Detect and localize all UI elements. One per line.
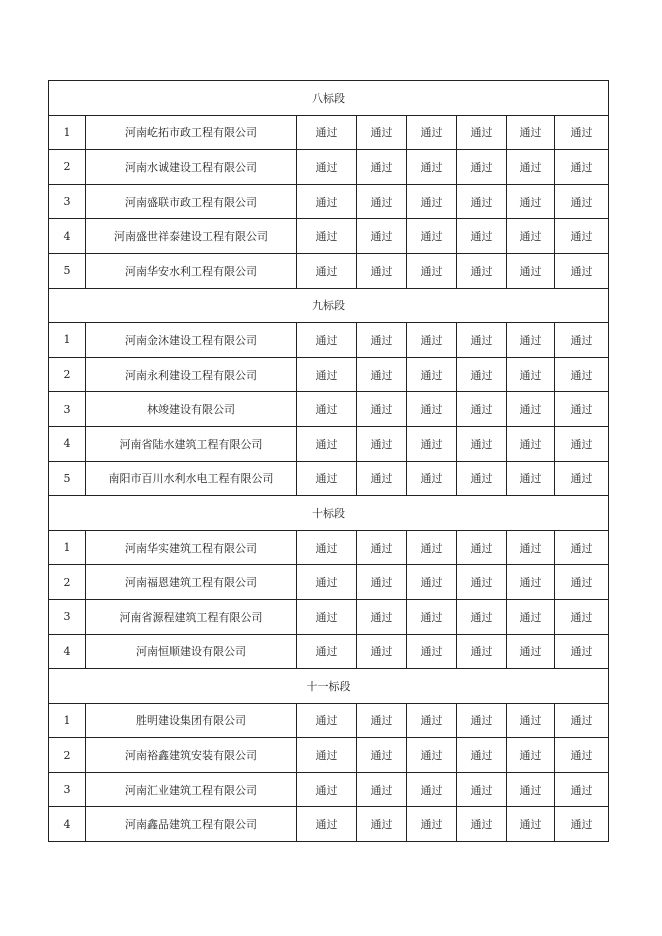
result-cell: 通过 (457, 634, 507, 669)
company-name: 河南金沐建设工程有限公司 (86, 323, 297, 358)
table-row (49, 634, 609, 669)
company-name: 河南恒顺建设有限公司 (86, 634, 297, 669)
row-number: 4 (49, 634, 86, 669)
result-cell: 通过 (555, 253, 609, 288)
result-cell: 通过 (297, 357, 357, 392)
result-cell: 通过 (555, 357, 609, 392)
result-cell: 通过 (407, 530, 457, 565)
result-cell: 通过 (507, 219, 555, 254)
table-row (49, 115, 609, 150)
result-cell: 通过 (357, 772, 407, 807)
result-cell: 通过 (357, 634, 407, 669)
company-name: 河南华安水利工程有限公司 (86, 253, 297, 288)
result-cell: 通过 (457, 772, 507, 807)
company-name: 河南水诚建设工程有限公司 (86, 150, 297, 185)
table-row (49, 150, 609, 185)
result-cell: 通过 (507, 115, 555, 150)
result-cell: 通过 (457, 357, 507, 392)
result-cell: 通过 (357, 219, 407, 254)
result-cell: 通过 (457, 530, 507, 565)
company-name: 林竣建设有限公司 (86, 392, 297, 427)
table-row (49, 253, 609, 288)
result-cell: 通过 (407, 461, 457, 496)
section-title: 十标段 (49, 496, 609, 531)
result-cell: 通过 (297, 772, 357, 807)
result-cell: 通过 (555, 392, 609, 427)
result-cell: 通过 (407, 807, 457, 842)
result-cell: 通过 (357, 530, 407, 565)
row-number: 1 (49, 530, 86, 565)
result-cell: 通过 (357, 461, 407, 496)
result-cell: 通过 (555, 530, 609, 565)
result-cell: 通过 (297, 703, 357, 738)
result-cell: 通过 (297, 150, 357, 185)
result-cell: 通过 (407, 219, 457, 254)
result-cell: 通过 (457, 392, 507, 427)
result-cell: 通过 (357, 807, 407, 842)
result-cell: 通过 (555, 426, 609, 461)
result-cell: 通过 (407, 634, 457, 669)
result-cell: 通过 (407, 738, 457, 773)
result-cell: 通过 (357, 426, 407, 461)
result-cell: 通过 (297, 461, 357, 496)
row-number: 5 (49, 253, 86, 288)
result-cell: 通过 (555, 323, 609, 358)
result-cell: 通过 (457, 599, 507, 634)
result-cell: 通过 (507, 184, 555, 219)
result-cell: 通过 (507, 323, 555, 358)
row-number: 4 (49, 807, 86, 842)
result-cell: 通过 (507, 807, 555, 842)
section-header-row (49, 81, 609, 116)
result-cell: 通过 (297, 530, 357, 565)
row-number: 4 (49, 219, 86, 254)
result-cell: 通过 (507, 530, 555, 565)
result-cell: 通过 (297, 115, 357, 150)
result-cell: 通过 (457, 184, 507, 219)
result-cell: 通过 (407, 357, 457, 392)
row-number: 2 (49, 565, 86, 600)
company-name: 南阳市百川水利水电工程有限公司 (86, 461, 297, 496)
result-cell: 通过 (297, 219, 357, 254)
result-cell: 通过 (457, 253, 507, 288)
section-title: 八标段 (49, 81, 609, 116)
result-cell: 通过 (407, 150, 457, 185)
result-cell: 通过 (555, 599, 609, 634)
result-cell: 通过 (297, 634, 357, 669)
company-name: 河南永利建设工程有限公司 (86, 357, 297, 392)
table-row (49, 323, 609, 358)
result-cell: 通过 (357, 738, 407, 773)
company-name: 河南汇业建筑工程有限公司 (86, 772, 297, 807)
row-number: 3 (49, 599, 86, 634)
table-row (49, 703, 609, 738)
result-cell: 通过 (407, 772, 457, 807)
result-cell: 通过 (297, 426, 357, 461)
result-cell: 通过 (297, 738, 357, 773)
table-row (49, 530, 609, 565)
section-header-row (49, 496, 609, 531)
section-title: 九标段 (49, 288, 609, 323)
result-cell: 通过 (357, 150, 407, 185)
result-cell: 通过 (507, 703, 555, 738)
section-header-row (49, 288, 609, 323)
result-cell: 通过 (297, 565, 357, 600)
row-number: 2 (49, 150, 86, 185)
row-number: 1 (49, 703, 86, 738)
section-header-row (49, 669, 609, 704)
result-cell: 通过 (507, 738, 555, 773)
table-row (49, 772, 609, 807)
result-cell: 通过 (457, 426, 507, 461)
company-name: 河南盛世祥泰建设工程有限公司 (86, 219, 297, 254)
row-number: 3 (49, 392, 86, 427)
result-cell: 通过 (297, 253, 357, 288)
result-cell: 通过 (357, 392, 407, 427)
table-row (49, 565, 609, 600)
result-cell: 通过 (555, 634, 609, 669)
table-row (49, 357, 609, 392)
result-cell: 通过 (297, 599, 357, 634)
company-name: 胜明建设集团有限公司 (86, 703, 297, 738)
section-title: 十一标段 (49, 669, 609, 704)
result-cell: 通过 (507, 253, 555, 288)
row-number: 1 (49, 115, 86, 150)
result-cell: 通过 (407, 253, 457, 288)
result-cell: 通过 (555, 115, 609, 150)
table-row (49, 219, 609, 254)
result-cell: 通过 (457, 807, 507, 842)
result-cell: 通过 (357, 565, 407, 600)
result-cell: 通过 (357, 599, 407, 634)
result-cell: 通过 (357, 253, 407, 288)
result-cell: 通过 (407, 392, 457, 427)
result-cell: 通过 (555, 219, 609, 254)
result-cell: 通过 (407, 565, 457, 600)
result-cell: 通过 (507, 150, 555, 185)
row-number: 1 (49, 323, 86, 358)
result-cell: 通过 (457, 703, 507, 738)
company-name: 河南福恩建筑工程有限公司 (86, 565, 297, 600)
company-name: 河南盛联市政工程有限公司 (86, 184, 297, 219)
result-cell: 通过 (297, 184, 357, 219)
table-row (49, 426, 609, 461)
result-cell: 通过 (457, 219, 507, 254)
result-cell: 通过 (555, 738, 609, 773)
table-row (49, 599, 609, 634)
row-number: 2 (49, 357, 86, 392)
result-cell: 通过 (357, 703, 407, 738)
result-cell: 通过 (357, 323, 407, 358)
row-number: 2 (49, 738, 86, 773)
result-cell: 通过 (407, 184, 457, 219)
result-cell: 通过 (457, 115, 507, 150)
result-cell: 通过 (357, 115, 407, 150)
result-cell: 通过 (297, 392, 357, 427)
table-row (49, 807, 609, 842)
row-number: 5 (49, 461, 86, 496)
result-cell: 通过 (407, 115, 457, 150)
result-cell: 通过 (507, 426, 555, 461)
result-cell: 通过 (407, 703, 457, 738)
result-cell: 通过 (507, 565, 555, 600)
result-cell: 通过 (457, 461, 507, 496)
result-cell: 通过 (457, 323, 507, 358)
result-cell: 通过 (357, 357, 407, 392)
result-cell: 通过 (507, 461, 555, 496)
row-number: 4 (49, 426, 86, 461)
result-cell: 通过 (507, 599, 555, 634)
result-cell: 通过 (507, 634, 555, 669)
result-cell: 通过 (555, 703, 609, 738)
row-number: 3 (49, 772, 86, 807)
table-row (49, 461, 609, 496)
result-cell: 通过 (297, 323, 357, 358)
company-name: 河南屹拓市政工程有限公司 (86, 115, 297, 150)
result-cell: 通过 (555, 150, 609, 185)
result-cell: 通过 (407, 599, 457, 634)
result-cell: 通过 (555, 565, 609, 600)
company-name: 河南省陆水建筑工程有限公司 (86, 426, 297, 461)
company-name: 河南鑫品建筑工程有限公司 (86, 807, 297, 842)
result-cell: 通过 (507, 392, 555, 427)
result-cell: 通过 (407, 323, 457, 358)
result-cell: 通过 (457, 150, 507, 185)
result-cell: 通过 (507, 357, 555, 392)
row-number: 3 (49, 184, 86, 219)
company-name: 河南省源程建筑工程有限公司 (86, 599, 297, 634)
review-results-table (48, 80, 609, 842)
company-name: 河南华实建筑工程有限公司 (86, 530, 297, 565)
result-cell: 通过 (457, 738, 507, 773)
table-row (49, 738, 609, 773)
result-cell: 通过 (507, 772, 555, 807)
result-cell: 通过 (555, 461, 609, 496)
result-cell: 通过 (297, 807, 357, 842)
result-cell: 通过 (555, 184, 609, 219)
company-name: 河南裕鑫建筑安装有限公司 (86, 738, 297, 773)
result-cell: 通过 (555, 807, 609, 842)
result-cell: 通过 (407, 426, 457, 461)
result-cell: 通过 (457, 565, 507, 600)
table-row (49, 184, 609, 219)
table-body (49, 81, 609, 842)
table-row (49, 392, 609, 427)
result-cell: 通过 (555, 772, 609, 807)
result-cell: 通过 (357, 184, 407, 219)
